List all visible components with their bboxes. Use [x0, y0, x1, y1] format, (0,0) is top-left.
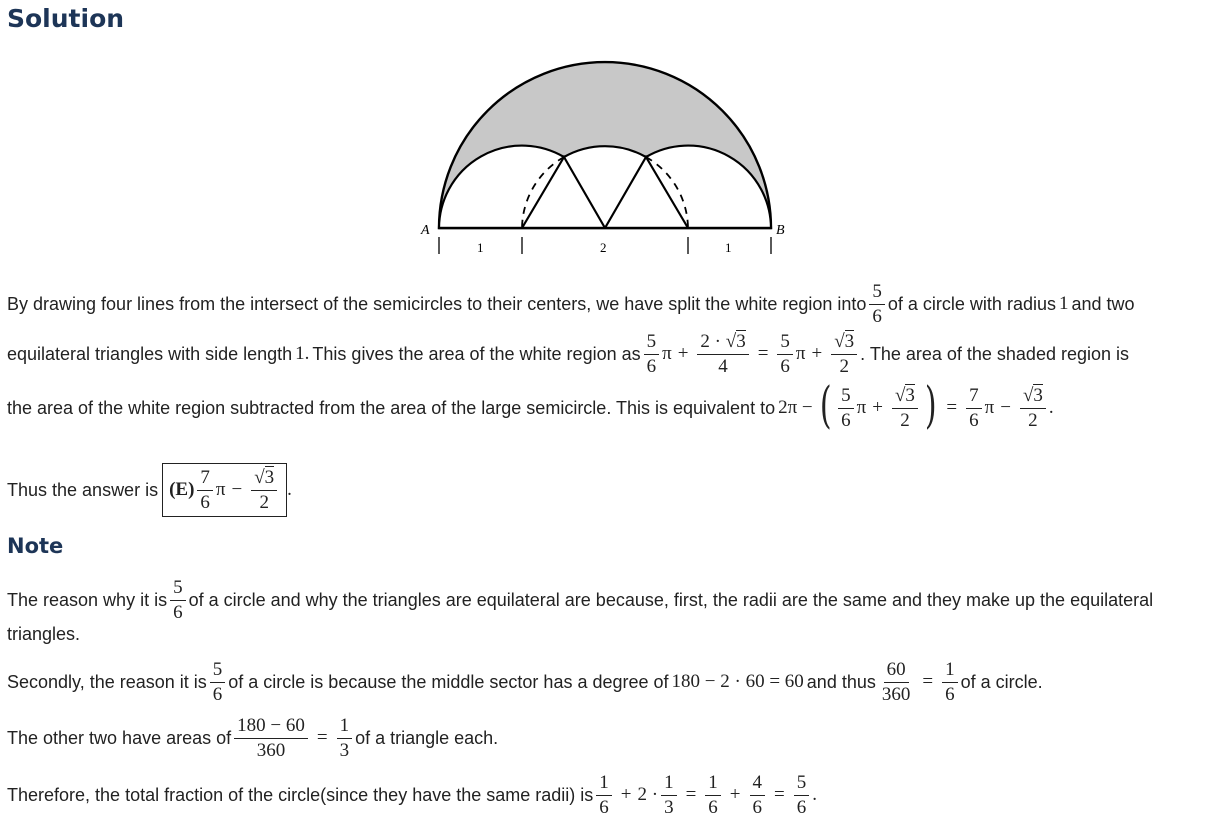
note-line-4: Therefore, the total fraction of the circle(since they have the same radii) is $\frac{1}{6}$ + 2 · $\frac{1}{3}$ = $\frac{1}{6}$ + $\frac{4}{6}$ = $\frac{5}{6}$ . — [7, 771, 817, 818]
segment-left-label: 1 — [477, 240, 484, 255]
solution-heading: Solution — [7, 4, 125, 33]
segment-mid-label: 2 — [600, 240, 607, 255]
paragraph-line-1: By drawing four lines from the intersect of the semicircles to their centers, we have split the white region into $\frac{5}{6}$ of a circle with radius 1 and two — [7, 280, 1135, 327]
segment-right-label: 1 — [725, 240, 732, 255]
answer-line: Thus the answer is (E) $\frac{7}{6}$ π − $\frac{√3}{2}$ . — [7, 478, 292, 502]
note-line-3: The other two have areas of $\frac{180 - 60}{360}$ = $\frac{1}{3}$ of a triangle each. — [7, 714, 499, 761]
answer-box: (E) $\frac{7}{6}$ π − $\frac{√3}{2}$ — [162, 463, 287, 518]
fraction-five-sixths: $\frac{5}{6}$ — [869, 282, 885, 327]
note-line-1b: triangles. — [7, 623, 81, 644]
note-heading: Note — [7, 534, 64, 558]
note-line-1: The reason why it is $\frac{5}{6}$ of a circle and why the triangles are equilateral are because, first, the radii are the same and they make up the equilateral — [7, 576, 1154, 623]
paragraph-line-3: the area of the white region subtracted from the area of the large semicircle. This is equivalent to 2π − ( $\frac{5}{6}$ π + $\frac{√3}{2}$ ) = $\frac{7}{6}$ π − $\frac{√3}{2}$ . — [7, 376, 1054, 434]
paragraph-line-2: equilateral triangles with side length 1. This gives the area of the white region as $\frac{5}{6}$ π + $\frac{2 \cdot √3}{4}$ = $\frac{5}{6}$ π + $\frac{√3}{2}$ . The area of the shaded region is — [7, 330, 1130, 377]
white-region — [439, 146, 771, 228]
label-a: A — [421, 223, 430, 238]
semicircles-diagram — [0, 0, 1213, 270]
note-line-2: Secondly, the reason it is $\frac{5}{6}$ of a circle is because the middle sector has a degree of 180 − 2 · 60 = 60 and thus $\frac{60}{360}$ = $\frac{1}{6}$ of a circle. — [7, 658, 1043, 705]
label-b: B — [776, 223, 785, 238]
